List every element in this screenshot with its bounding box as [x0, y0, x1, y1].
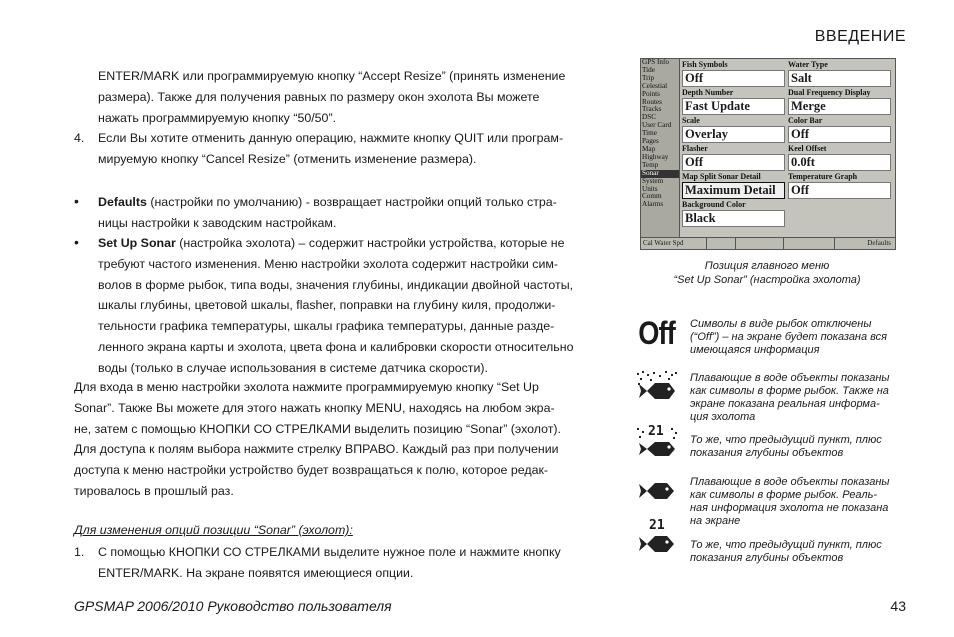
- device-status-bar: [641, 237, 895, 249]
- device-setting: [681, 116, 787, 144]
- text-line: С помощью КНОПКИ СО СТРЕЛКАМИ выделите нужное поле и нажмите кнопку: [98, 545, 561, 559]
- device-setting: [681, 172, 787, 200]
- step-1: [74, 542, 561, 584]
- sonar-setup-screenshot: [640, 58, 896, 250]
- screenshot-caption: [642, 259, 892, 287]
- device-sidebar-item: Temp: [642, 160, 659, 169]
- device-sidebar-item: Tide: [642, 65, 655, 74]
- text-line: нажать программируемую кнопку “50/50”.: [98, 110, 337, 125]
- device-status-field: Cal Water Spd: [641, 238, 707, 249]
- device-setting-label: Map Split Sonar Detail: [682, 172, 761, 181]
- device-sidebar-item: Time: [642, 129, 657, 138]
- text-line: (настройка эхолота) – содержит настройки устройства, которые не: [175, 236, 565, 250]
- device-setting-value: Overlay: [682, 126, 785, 143]
- bullet-marker: •: [74, 193, 79, 209]
- device-setting-value: 0.0ft: [788, 154, 891, 171]
- text-line: Sonar”. Также Вы можете для этого нажать кнопку MENU, находясь на любом экра-: [74, 400, 555, 415]
- step-number: 4.: [74, 131, 85, 145]
- device-setting-label: Dual Frequency Display: [788, 88, 871, 97]
- device-sidebar-item: Alarms: [642, 200, 664, 209]
- text-line: ENTER/MARK. На экране появятся имеющиеся опции.: [98, 565, 414, 580]
- device-status-field: [784, 238, 835, 249]
- fish-with-sonar-depth-icon: 21: [634, 424, 680, 460]
- bullet-defaults: [74, 191, 557, 234]
- subheading: Для изменения опций позиции “Sonar” (эхолот):: [74, 523, 353, 537]
- device-setting-label: Fish Symbols: [682, 60, 728, 69]
- device-settings-row: [681, 116, 893, 144]
- text-line: мируемую кнопку “Cancel Resize” (отменить изменение размера).: [98, 151, 477, 166]
- caption-line: Позиция главного меню: [704, 260, 830, 272]
- step-4: [74, 128, 563, 170]
- fish-with-sonar-icon: [634, 368, 680, 404]
- device-setting-value: Merge: [788, 98, 891, 115]
- device-setting-label: Scale: [682, 116, 700, 125]
- device-setting-label: Water Type: [788, 60, 828, 69]
- device-sidebar-item: Comm: [642, 192, 662, 201]
- device-settings-row: [681, 200, 893, 228]
- page-number: 43: [890, 598, 906, 614]
- device-sidebar-item: System: [642, 176, 664, 185]
- device-setting-value: Off: [682, 154, 785, 171]
- text-line: (настройки по умолчанию) - возвращает настройки опций только стра-: [146, 195, 557, 209]
- caption-line: “Set Up Sonar” (настройка эхолота): [673, 274, 861, 286]
- device-sidebar-item: Tracks: [642, 105, 662, 114]
- device-setting-label: Temperature Graph: [788, 172, 858, 181]
- text-line: шкалы глубины, цветовой шкалы, flasher, поправки на глубину киля, продолжи-: [98, 298, 556, 313]
- device-setting-label: Background Color: [682, 200, 746, 209]
- device-setting-value: Maximum Detail: [682, 182, 785, 199]
- device-setting-value: Off: [788, 182, 891, 199]
- legend-text-fish-sonar-depth: То же, что предыдущий пункт, плюс показания глубины объектов: [690, 434, 882, 459]
- device-sidebar-item: Sonar: [641, 170, 679, 178]
- device-sidebar-item: Map: [642, 144, 656, 153]
- text-line: не, затем с помощью КНОПКИ СО СТРЕЛКАМИ выделить позицию “Sonar” (эхолот).: [74, 421, 562, 436]
- device-settings-row: [681, 144, 893, 172]
- text-line: размера). Также для получения равных по размеру окон эхолота Вы можете: [98, 89, 540, 104]
- device-setting-label: Color Bar: [788, 116, 823, 125]
- text-line: Для доступа к полям выбора нажмите стрелку ВПРАВО. Каждый раз при получении: [74, 442, 559, 457]
- text-line: волов в форме рыбок, типа воды, значения глубины, индикации двойной частоты,: [98, 277, 574, 292]
- legend-text-fish-depth: То же, что предыдущий пункт, плюс показания глубины объектов: [690, 539, 882, 564]
- device-settings-grid: [681, 60, 893, 228]
- device-setting-value: Fast Update: [682, 98, 785, 115]
- device-setting: [787, 200, 893, 228]
- step-number: 1.: [74, 545, 85, 559]
- device-sidebar-item: Highway: [642, 152, 669, 161]
- text-line: требуют частого изменения. Меню настройки эхолота содержит настройки сим-: [98, 256, 559, 271]
- device-setting: [787, 88, 893, 116]
- device-status-field: Defaults: [867, 239, 891, 247]
- text-line: ENTER/MARK или программируемую кнопку “Accept Resize” (принять изменение: [98, 69, 566, 83]
- device-sidebar-item: DSC: [642, 113, 656, 122]
- bullet-marker: •: [74, 234, 79, 250]
- off-text-icon: Off: [638, 314, 676, 351]
- device-settings-row: [681, 172, 893, 200]
- text-line: доступа к меню настройки устройство будет возвращаться к полю, которое редак-: [74, 463, 549, 478]
- text-line: тировалось в прошлый раз.: [74, 483, 234, 498]
- device-sidebar: [641, 59, 680, 237]
- term-set-up-sonar: Set Up Sonar: [98, 236, 176, 250]
- legend-text-off: Символы в виде рыбок отключены (“Off”) – на экране будет показана вся имеющаяся информация: [690, 318, 888, 356]
- device-setting: [787, 172, 893, 200]
- device-settings-row: [681, 60, 893, 88]
- device-sidebar-item: Trip: [642, 73, 655, 82]
- text-line: Если Вы хотите отменить данную операцию, нажмите кнопку QUIT или програм-: [98, 131, 564, 145]
- device-sidebar-item: Pages: [642, 137, 659, 146]
- manual-title: GPSMAP 2006/2010 Руководство пользователя: [74, 598, 392, 614]
- device-setting: [787, 60, 893, 88]
- device-sidebar-item: Points: [642, 89, 660, 98]
- device-status-field: [736, 238, 784, 249]
- device-settings-row: [681, 88, 893, 116]
- bullet-set-up-sonar: [74, 232, 573, 379]
- section-title: ВВЕДЕНИЕ: [814, 28, 906, 45]
- device-sidebar-item: Units: [642, 184, 658, 193]
- paragraph-enter-mark: [98, 66, 565, 128]
- device-sidebar-item: GPS Info: [642, 58, 669, 66]
- legend-text-fish: Плавающие в воде объекты показаны как символы в форме рыбок. Реаль- ная информация эхолота не показана на экране: [690, 476, 890, 527]
- device-setting-label: Flasher: [682, 144, 708, 153]
- device-setting-value: Off: [682, 70, 785, 87]
- device-setting: [787, 116, 893, 144]
- device-sidebar-item: Routes: [642, 97, 662, 106]
- text-line: ницы настройки к заводским настройкам.: [98, 215, 337, 230]
- device-setting: [681, 60, 787, 88]
- device-setting: [681, 144, 787, 172]
- device-status-field: [707, 238, 736, 249]
- device-setting: [681, 200, 787, 228]
- device-setting: [787, 144, 893, 172]
- text-line: ленного экрана карты и эхолота, цвета фона и калибровки скорости относительно: [98, 339, 574, 354]
- device-setting-label: Keel Offset: [788, 144, 827, 153]
- device-setting-value: Off: [788, 126, 891, 143]
- text-line: тельности графика температуры, шкалы графика температуры, данные разде-: [98, 319, 555, 334]
- device-setting-label: Depth Number: [682, 88, 734, 97]
- fish-depth-icon: 21: [634, 518, 680, 556]
- fish-icon: [634, 476, 680, 506]
- device-sidebar-item: Celestial: [642, 81, 668, 90]
- device-setting: [681, 88, 787, 116]
- device-sidebar-item: User Card: [642, 121, 672, 130]
- text-line: Для входа в меню настройки эхолота нажмите программируемую кнопку “Set Up: [74, 380, 539, 394]
- device-setting-value: Black: [682, 210, 785, 227]
- legend-text-fish-sonar: Плавающие в воде объекты показаны как символы в форме рыбок. Также на экране показана реальная информа- ция эхолота: [690, 372, 890, 423]
- device-setting-value: Salt: [788, 70, 891, 87]
- paragraph-access: [74, 377, 561, 502]
- term-defaults: Defaults: [98, 195, 147, 209]
- text-line: воды (только в случае использования в системе датчика скорости).: [98, 360, 488, 375]
